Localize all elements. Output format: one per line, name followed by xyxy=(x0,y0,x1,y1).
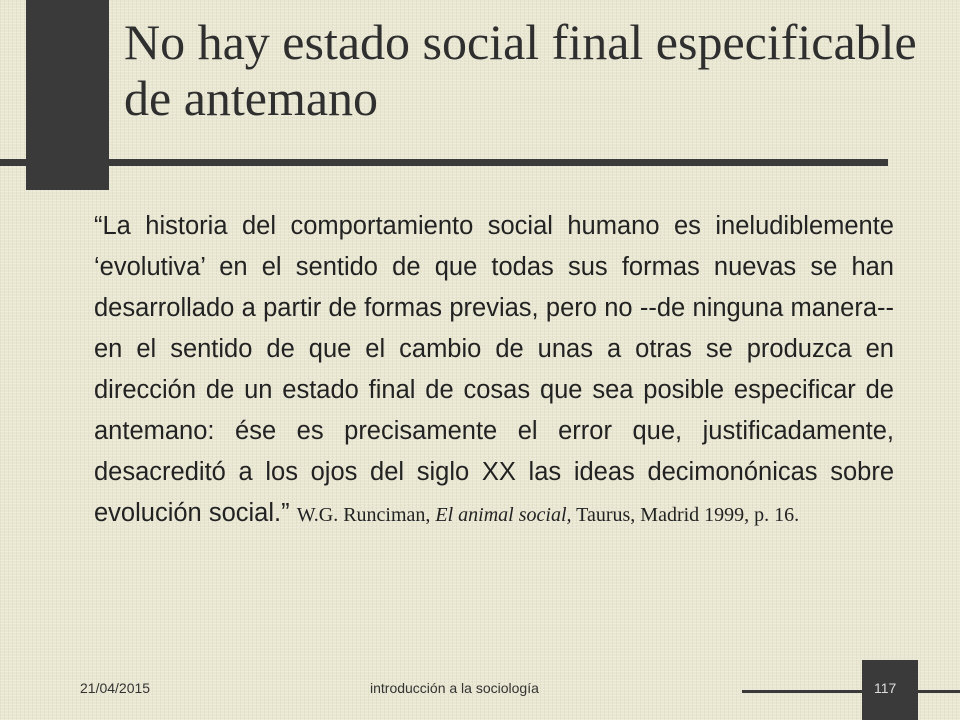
footer-divider xyxy=(742,690,960,693)
page-number: 117 xyxy=(874,680,897,696)
citation xyxy=(297,504,799,526)
title-divider xyxy=(0,159,888,166)
footer-course: introducción a la sociología xyxy=(370,680,539,696)
quote-paragraph xyxy=(94,206,894,536)
slide-title: No hay estado social final especificable de antemano xyxy=(124,14,917,126)
quote-text: “La historia del comportamiento social humano es ineludiblemente ‘evolutiva’ en el sentido de que todas sus formas nuevas se han desarrollado a partir de formas previas, pero no --de ninguna manera-- en el sentido de que el cambio de unas a otras se produzca en dirección de un estado final de cosas que sea posible especificar de antemano: ése es precisamente el error que, justificadamente, desacreditó a los ojos del siglo XX las ideas decimonónicas sobre evolución social.” xyxy=(94,212,894,527)
citation-book: El animal social, xyxy=(435,504,572,526)
citation-publisher: Taurus, Madrid 1999, p. 16. xyxy=(576,504,800,526)
citation-author: W.G. Runciman, xyxy=(296,504,431,526)
footer-date: 21/04/2015 xyxy=(80,680,151,696)
